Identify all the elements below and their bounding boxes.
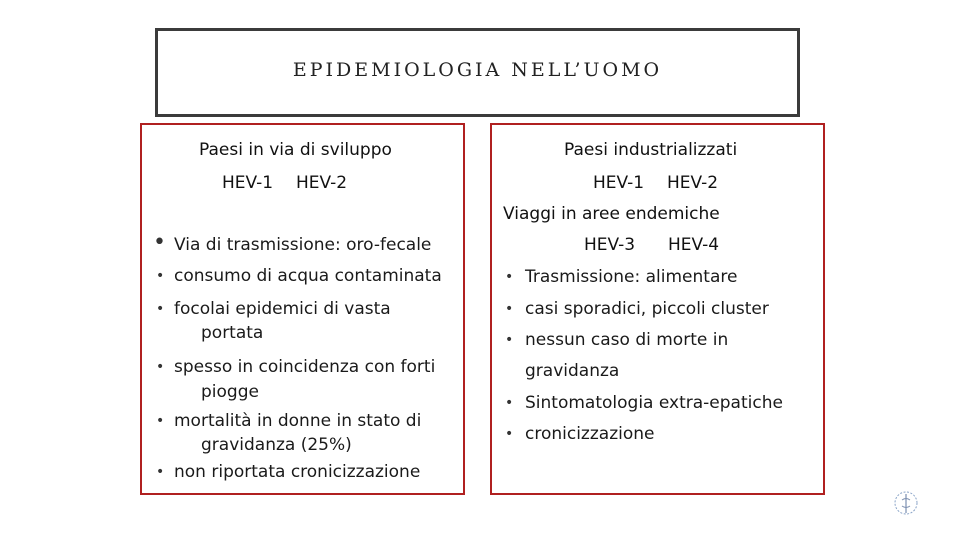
university-logo-icon xyxy=(893,488,919,518)
right-bullet-2: casi sporadici, piccoli cluster xyxy=(525,299,769,319)
right-bullet-3: nessun caso di morte in xyxy=(525,330,729,350)
bullet-dot: • xyxy=(505,395,514,411)
left-bullet-5-cont: gravidanza (25%) xyxy=(201,435,352,455)
bullet-dot: • xyxy=(505,426,514,442)
left-bullet-1: Via di trasmissione: oro-fecale xyxy=(174,235,432,255)
right-bullet-1: Trasmissione: alimentare xyxy=(525,267,738,287)
right-hev3: HEV-3 xyxy=(584,235,636,255)
bullet-dot: • xyxy=(505,269,514,285)
left-bullet-4: spesso in coincidenza con forti xyxy=(174,357,436,377)
right-hev1: HEV-1 xyxy=(593,173,645,193)
right-heading: Paesi industrializzati xyxy=(564,140,738,160)
left-bullet-5: mortalità in donne in stato di xyxy=(174,411,422,431)
left-heading: Paesi in via di sviluppo xyxy=(199,140,392,160)
right-bullet-5: cronicizzazione xyxy=(525,424,655,444)
bullet-dot: • xyxy=(156,359,165,375)
bullet-dot: • xyxy=(156,464,165,480)
bullet-dot: • xyxy=(153,230,166,255)
left-bullet-6: non riportata cronicizzazione xyxy=(174,462,421,482)
bullet-dot: • xyxy=(156,301,165,317)
left-bullet-4-cont: piogge xyxy=(201,382,259,402)
bullet-dot: • xyxy=(505,332,514,348)
right-bullet-3-cont: gravidanza xyxy=(525,361,620,381)
bullet-dot: • xyxy=(505,301,514,317)
right-hev2: HEV-2 xyxy=(667,173,719,193)
left-hev1: HEV-1 xyxy=(222,173,274,193)
bullet-dot: • xyxy=(156,268,165,284)
title-box xyxy=(155,28,800,117)
bullet-dot: • xyxy=(156,413,165,429)
right-travel: Viaggi in aree endemiche xyxy=(503,204,720,224)
right-hev4: HEV-4 xyxy=(668,235,720,255)
left-bullet-3-cont: portata xyxy=(201,323,264,343)
right-bullet-4: Sintomatologia extra-epatiche xyxy=(525,393,783,413)
left-bullet-3: focolai epidemici di vasta xyxy=(174,299,391,319)
slide-title: EPIDEMIOLOGIA NELL’UOMO xyxy=(292,58,663,81)
left-hev2: HEV-2 xyxy=(296,173,348,193)
left-bullet-2: consumo di acqua contaminata xyxy=(174,266,442,286)
